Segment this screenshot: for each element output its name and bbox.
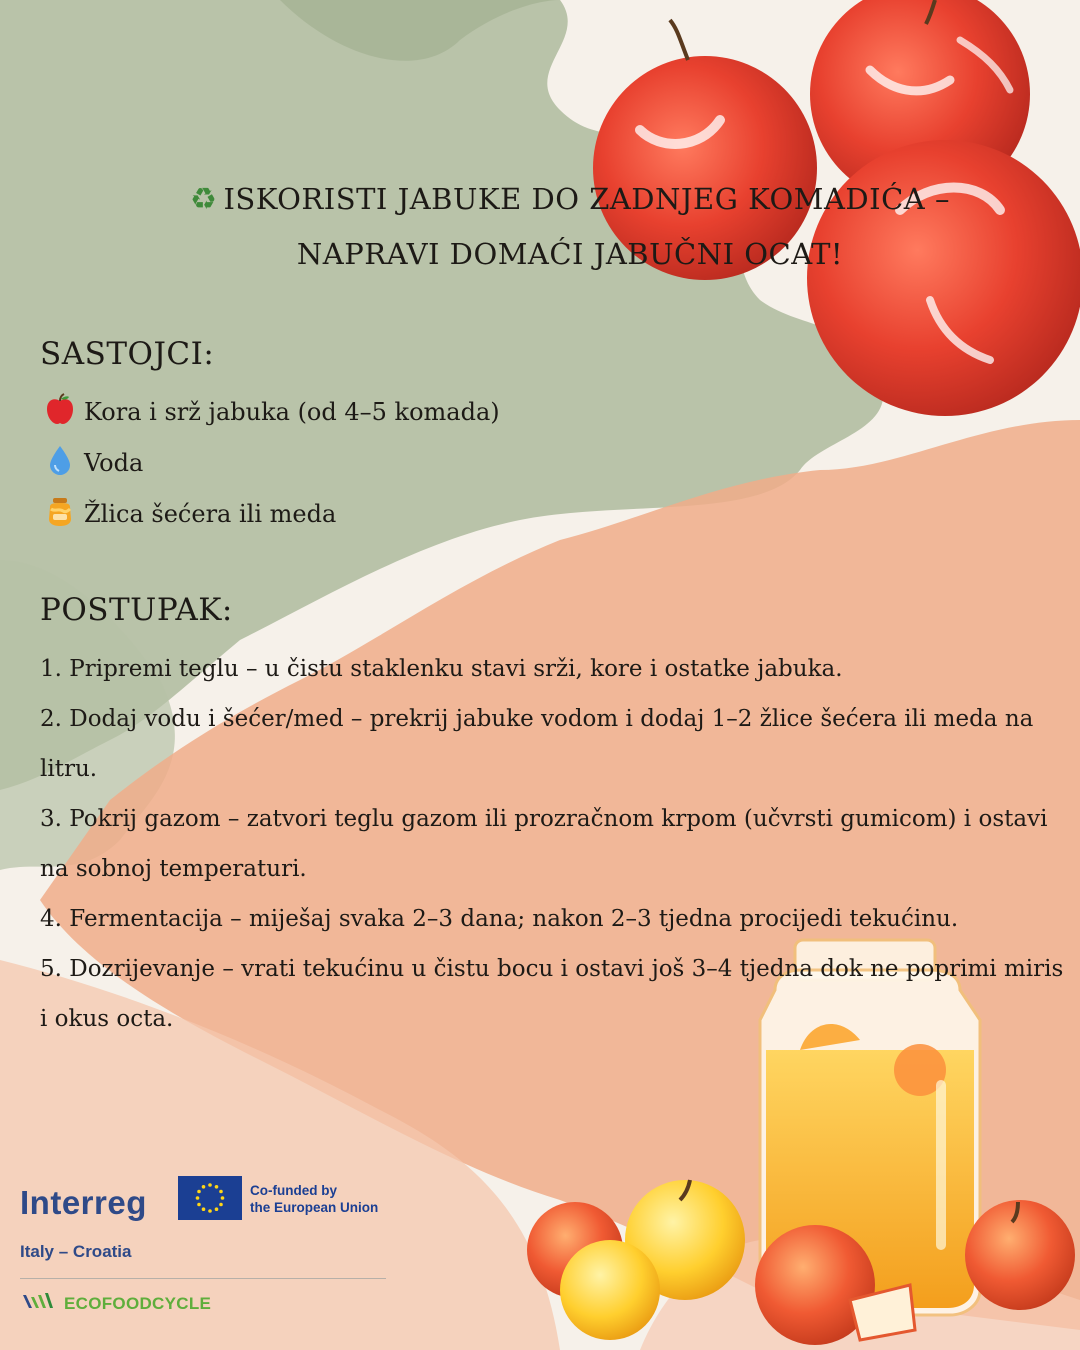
ingredient-item xyxy=(40,437,500,488)
ingredients-heading: SASTOJCI: xyxy=(40,336,215,372)
title-line-2: NAPRAVI DOMAĆI JABUČNI OCAT! xyxy=(296,237,844,271)
eu-flag-icon xyxy=(178,1176,242,1220)
footer-divider xyxy=(20,1278,386,1279)
cofunded-line-1: Co-funded by xyxy=(250,1183,337,1198)
recycle-icon: ♻ xyxy=(190,182,218,217)
procedure-step: 1. Pripremi teglu – u čistu staklenku stavi srži, kore i ostatke jabuka. xyxy=(40,656,843,682)
ecofoodcycle-logo xyxy=(22,1292,211,1315)
procedure-step: 4. Fermentacija – miješaj svaka 2–3 dana; nakon 2–3 tjedna procijedi tekućinu. xyxy=(40,906,959,932)
ecofoodcycle-icon xyxy=(22,1292,54,1315)
ingredient-text: Žlica šećera ili meda xyxy=(84,499,337,528)
ecofoodcycle-text: ECOFOODCYCLE xyxy=(64,1293,212,1313)
apple-icon xyxy=(40,393,80,431)
procedure-step: 5. Dozrijevanje – vrati tekućinu u čistu bocu i ostavi još 3–4 tjedna dok ne poprimi miris i okus octa. xyxy=(40,956,1064,1032)
ingredient-item xyxy=(40,488,500,539)
title-line-1-text: ISKORISTI JABUKE DO ZADNJEG KOMADIĆA – xyxy=(223,182,950,216)
interreg-logo: Interreg xyxy=(20,1184,147,1221)
ingredients-list xyxy=(40,386,500,539)
procedure-steps xyxy=(40,644,1075,1044)
ingredient-text: Voda xyxy=(84,448,144,477)
ingredient-item xyxy=(40,386,500,437)
title-line-1 xyxy=(100,172,1040,227)
water-drop-icon xyxy=(40,444,80,482)
procedure-heading: POSTUPAK: xyxy=(40,592,233,628)
procedure-step: 2. Dodaj vodu i šećer/med – prekrij jabuke vodom i dodaj 1–2 žlice šećera ili meda na litru. xyxy=(40,706,1034,782)
cofunded-line-2: the European Union xyxy=(250,1200,379,1215)
country-label: Italy – Croatia xyxy=(20,1242,132,1261)
procedure-step: 3. Pokrij gazom – zatvori teglu gazom ili prozračnom krpom (učvrsti gumicom) i ostavi na sobnoj temperaturi. xyxy=(40,806,1048,882)
cofunded-label xyxy=(250,1182,378,1216)
page-title xyxy=(100,172,1040,281)
ingredient-text: Kora i srž jabuka (od 4–5 komada) xyxy=(84,397,500,426)
honey-pot-icon xyxy=(40,495,80,533)
